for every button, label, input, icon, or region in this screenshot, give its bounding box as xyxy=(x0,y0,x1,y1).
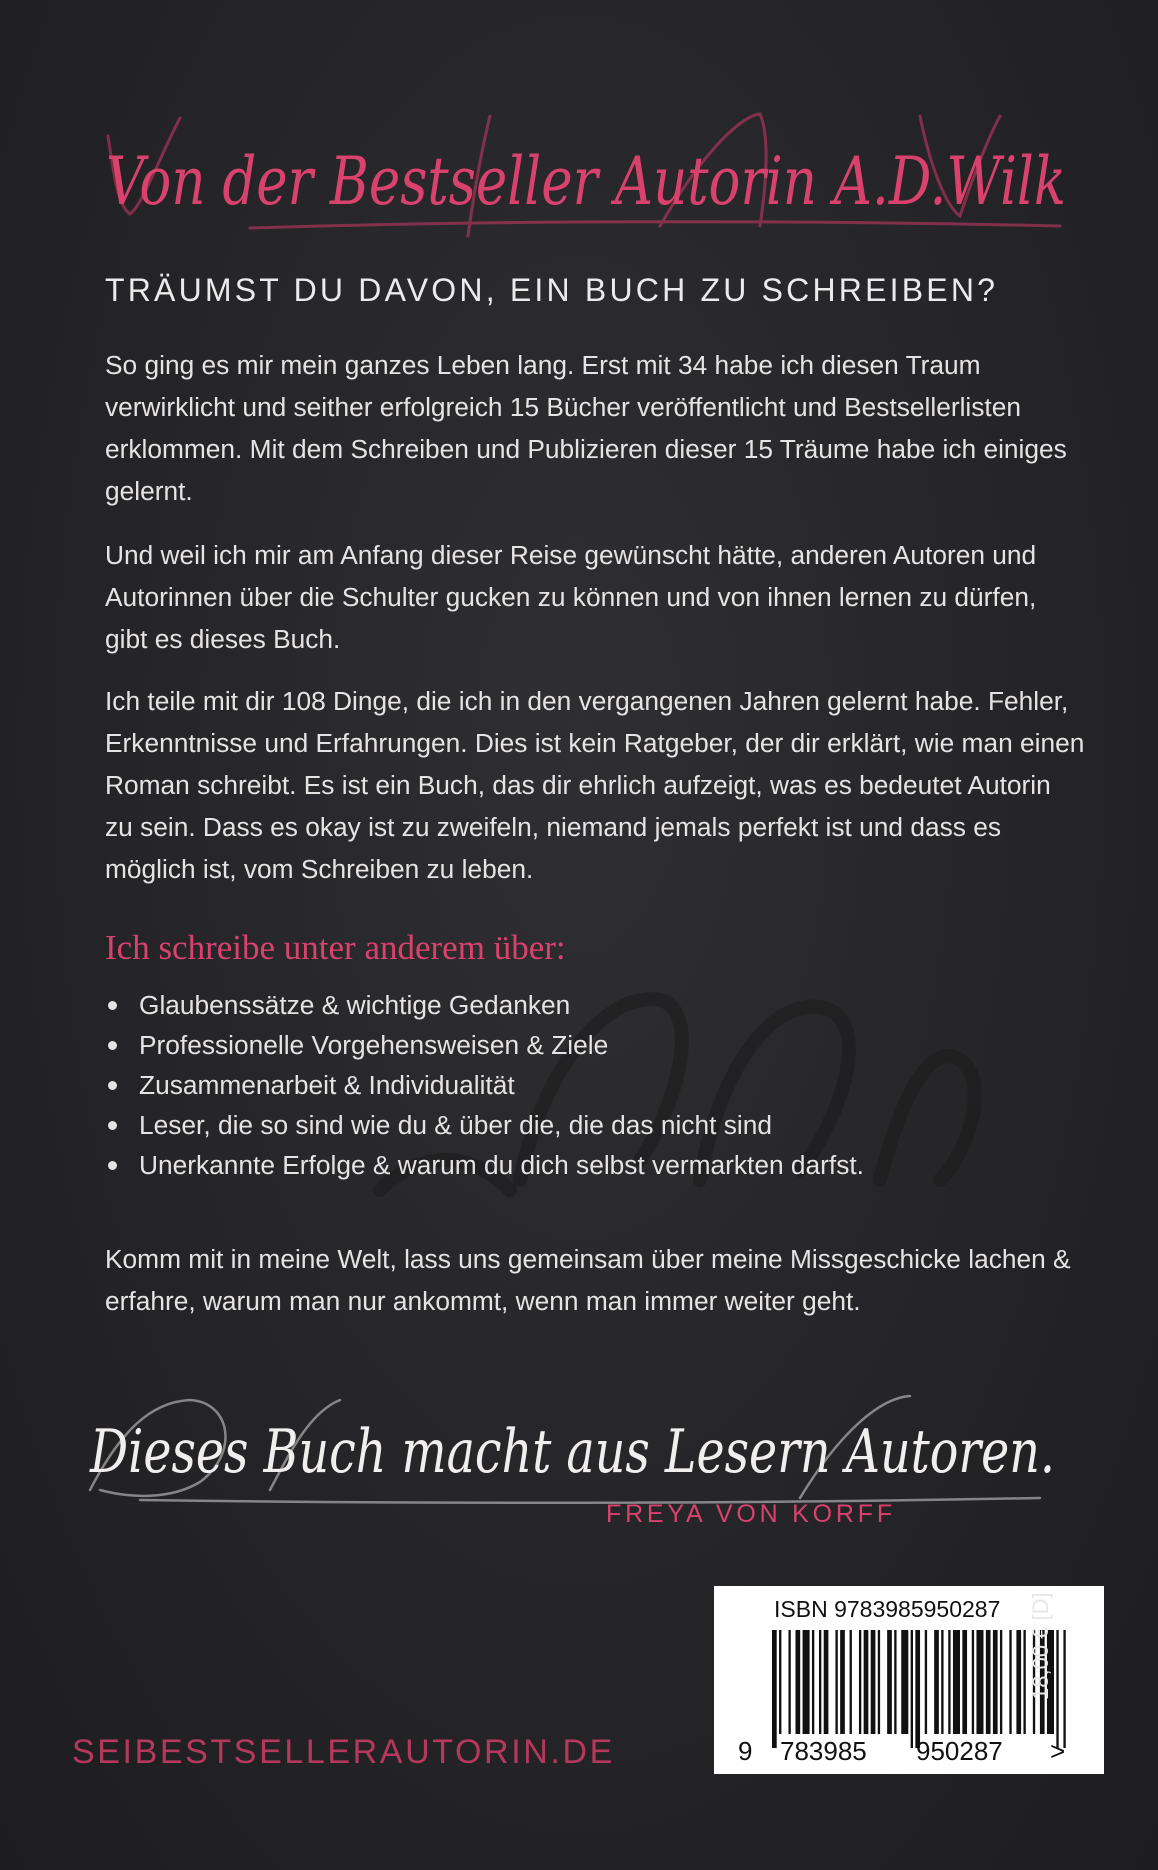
quote-script xyxy=(80,1372,1080,1512)
list-item: Professionelle Vorgehensweisen & Ziele xyxy=(105,1025,864,1065)
list-item: Unerkannte Erfolge & warum du dich selbst vermarkten darfst. xyxy=(105,1145,864,1185)
quote-text: Dieses Buch macht aus Lesern Autoren. xyxy=(89,1417,1055,1487)
list-item: Glaubenssätze & wichtige Gedanken xyxy=(105,985,864,1025)
website-link[interactable]: SEIBESTSELLERAUTORIN.DE xyxy=(72,1733,615,1771)
paragraph-4: Komm mit in meine Welt, lass uns gemeinsam über meine Missgeschicke lachen & erfahre, warum man nur ankommt, wenn man immer weiter geht. xyxy=(105,1244,1071,1316)
barcode-digits-left: 783985 xyxy=(780,1736,867,1766)
list-item: Leser, die so sind wie du & über die, die das nicht sind xyxy=(105,1105,864,1145)
headline: TRÄUMST DU DAVON, EIN BUCH ZU SCHREIBEN? xyxy=(105,272,999,308)
topics-list xyxy=(105,985,864,1185)
paragraph-1: So ging es mir mein ganzes Leben lang. Erst mit 34 habe ich diesen Traum verwirklicht und seither erfolgreich 15 Bücher veröffentlicht und Bestsellerlisten erklommen. Mit dem Schreiben und Publizieren dieser 15 Träume habe ich einiges gelernt. xyxy=(105,350,1067,506)
barcode-end-marker: > xyxy=(1050,1736,1066,1766)
isbn-label: ISBN 9783985950287 xyxy=(774,1596,1001,1622)
header-script xyxy=(100,96,1090,246)
header-script-text: Von der Bestseller Autorin A.D.Wilk xyxy=(106,143,1066,220)
paragraph-3: Ich teile mit dir 108 Dinge, die ich in den vergangenen Jahren gelernt habe. Fehler, Erkenntnisse und Erfahrungen. Dies ist kein Ratgeber, der dir erklärt, wie man einen Roman schreibt. Es ist ein Buch, das dir ehrlich aufzeigt, was es bedeutet Autorin zu sein. Dass es okay ist zu zweifeln, niemand jemals perfekt ist und dass es möglich ist, vom Schreiben zu leben. xyxy=(105,686,1085,884)
topics-heading: Ich schreibe unter anderem über: xyxy=(105,928,566,967)
paragraph-2: Und weil ich mir am Anfang dieser Reise gewünscht hätte, anderen Autoren und Autorinnen über die Schulter gucken zu können und von ihnen lernen zu dürfen, gibt es dieses Buch. xyxy=(105,540,1037,654)
list-item: Zusammenarbeit & Individualität xyxy=(105,1065,864,1105)
barcode-digit-first: 9 xyxy=(738,1736,753,1766)
barcode-digits-right: 950287 xyxy=(916,1736,1003,1766)
price-label: 18,00 € [D] xyxy=(1028,1592,1053,1700)
quote-author: FREYA VON KORFF xyxy=(606,1500,896,1528)
